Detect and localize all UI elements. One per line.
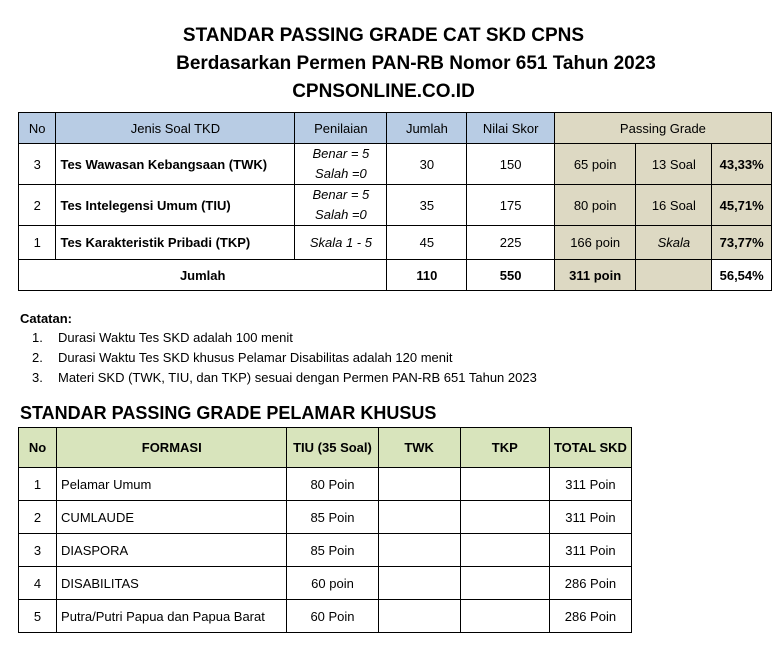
row-jumlah: 45 xyxy=(387,226,467,260)
row-jenis: Tes Intelegensi Umum (TIU) xyxy=(56,185,295,226)
table-row xyxy=(19,226,772,260)
header-tiu: TIU (35 Soal) xyxy=(287,428,378,468)
row-percent: 45,71% xyxy=(712,185,772,226)
total-row xyxy=(19,260,772,291)
row-tiu: 80 Poin xyxy=(287,468,378,501)
note-number: 1. xyxy=(32,330,43,345)
table-header-row xyxy=(19,113,772,144)
total-poin: 311 poin xyxy=(554,260,636,291)
row-penilaian: Skala 1 - 5 xyxy=(295,226,387,260)
row-poin: 65 poin xyxy=(554,144,636,185)
row-no: 5 xyxy=(19,600,57,633)
total-nilai: 550 xyxy=(467,260,554,291)
header-no: No xyxy=(19,428,57,468)
header-total: TOTAL SKD xyxy=(549,428,631,468)
row-tkp xyxy=(460,534,549,567)
main-title: STANDAR PASSING GRADE CAT SKD CPNS xyxy=(182,25,585,46)
special-applicant-table xyxy=(18,427,632,633)
total-jumlah: 110 xyxy=(387,260,467,291)
row-total: 311 Poin xyxy=(549,534,631,567)
penilaian-benar: Benar = 5 xyxy=(312,187,370,202)
row-formasi: DISABILITAS xyxy=(57,567,287,600)
row-percent: 73,77% xyxy=(712,226,772,260)
row-tiu: 85 Poin xyxy=(287,534,378,567)
penilaian-benar: Benar = 5 xyxy=(312,146,370,161)
note-text: Materi SKD (TWK, TIU, dan TKP) sesuai dengan Permen PAN-RB 651 Tahun 2023 xyxy=(58,370,537,385)
row-no: 3 xyxy=(19,534,57,567)
row-poin: 80 poin xyxy=(554,185,636,226)
row-soal: 16 Soal xyxy=(636,185,712,226)
row-tkp xyxy=(460,600,549,633)
table-row xyxy=(19,468,632,501)
penilaian-salah: Salah =0 xyxy=(315,166,367,181)
header-jumlah: Jumlah xyxy=(387,113,467,144)
row-jenis: Tes Wawasan Kebangsaan (TWK) xyxy=(56,144,295,185)
row-penilaian xyxy=(295,185,387,226)
row-formasi: DIASPORA xyxy=(57,534,287,567)
sub-title: Berdasarkan Permen PAN-RB Nomor 651 Tahun 2023 xyxy=(176,53,656,74)
row-no: 2 xyxy=(19,185,56,226)
row-soal: 13 Soal xyxy=(636,144,712,185)
header-formasi: FORMASI xyxy=(57,428,287,468)
row-no: 3 xyxy=(19,144,56,185)
row-formasi: CUMLAUDE xyxy=(57,501,287,534)
row-jumlah: 30 xyxy=(387,144,467,185)
note-item xyxy=(20,368,537,388)
total-empty xyxy=(636,260,712,291)
header-passing-grade: Passing Grade xyxy=(554,113,771,144)
note-text: Durasi Waktu Tes SKD khusus Pelamar Disabilitas adalah 120 menit xyxy=(58,350,453,365)
header-jenis: Jenis Soal TKD xyxy=(56,113,295,144)
row-penilaian xyxy=(295,144,387,185)
table-row xyxy=(19,567,632,600)
note-number: 2. xyxy=(32,350,43,365)
notes-title: Catatan: xyxy=(20,311,73,326)
row-total: 286 Poin xyxy=(549,600,631,633)
note-text: Durasi Waktu Tes SKD adalah 100 menit xyxy=(58,330,293,345)
row-tkp xyxy=(460,468,549,501)
row-poin: 166 poin xyxy=(554,226,636,260)
row-formasi: Pelamar Umum xyxy=(57,468,287,501)
row-no: 4 xyxy=(19,567,57,600)
row-soal: Skala xyxy=(636,226,712,260)
notes-section xyxy=(20,310,537,388)
row-jenis: Tes Karakteristik Pribadi (TKP) xyxy=(56,226,295,260)
row-total: 311 Poin xyxy=(549,468,631,501)
row-total: 286 Poin xyxy=(549,567,631,600)
row-nilai: 175 xyxy=(467,185,554,226)
note-item xyxy=(20,328,537,348)
row-no: 1 xyxy=(19,226,56,260)
header-no: No xyxy=(19,113,56,144)
site-title: CPNSONLINE.CO.ID xyxy=(292,81,475,102)
row-tiu: 60 Poin xyxy=(287,600,378,633)
row-no: 2 xyxy=(19,501,57,534)
row-total: 311 Poin xyxy=(549,501,631,534)
row-no: 1 xyxy=(19,468,57,501)
row-twk xyxy=(378,501,460,534)
header-twk: TWK xyxy=(378,428,460,468)
row-twk xyxy=(378,567,460,600)
total-percent: 56,54% xyxy=(712,260,772,291)
row-tkp xyxy=(460,567,549,600)
passing-grade-table xyxy=(18,112,772,291)
row-percent: 43,33% xyxy=(712,144,772,185)
row-nilai: 225 xyxy=(467,226,554,260)
row-tiu: 60 poin xyxy=(287,567,378,600)
row-tiu: 85 Poin xyxy=(287,501,378,534)
penilaian-salah: Salah =0 xyxy=(315,207,367,222)
table-row xyxy=(19,534,632,567)
row-twk xyxy=(378,468,460,501)
table-row xyxy=(19,600,632,633)
table-header-row xyxy=(19,428,632,468)
header-tkp: TKP xyxy=(460,428,549,468)
table-row xyxy=(19,501,632,534)
table-row xyxy=(19,185,772,226)
row-tkp xyxy=(460,501,549,534)
row-formasi: Putra/Putri Papua dan Papua Barat xyxy=(57,600,287,633)
document-header xyxy=(0,22,782,106)
header-penilaian: Penilaian xyxy=(295,113,387,144)
total-label: Jumlah xyxy=(19,260,387,291)
row-twk xyxy=(378,534,460,567)
row-twk xyxy=(378,600,460,633)
note-item xyxy=(20,348,537,368)
row-nilai: 150 xyxy=(467,144,554,185)
header-nilai: Nilai Skor xyxy=(467,113,554,144)
section-title: STANDAR PASSING GRADE PELAMAR KHUSUS xyxy=(20,403,437,423)
note-number: 3. xyxy=(32,370,43,385)
row-jumlah: 35 xyxy=(387,185,467,226)
table-row xyxy=(19,144,772,185)
